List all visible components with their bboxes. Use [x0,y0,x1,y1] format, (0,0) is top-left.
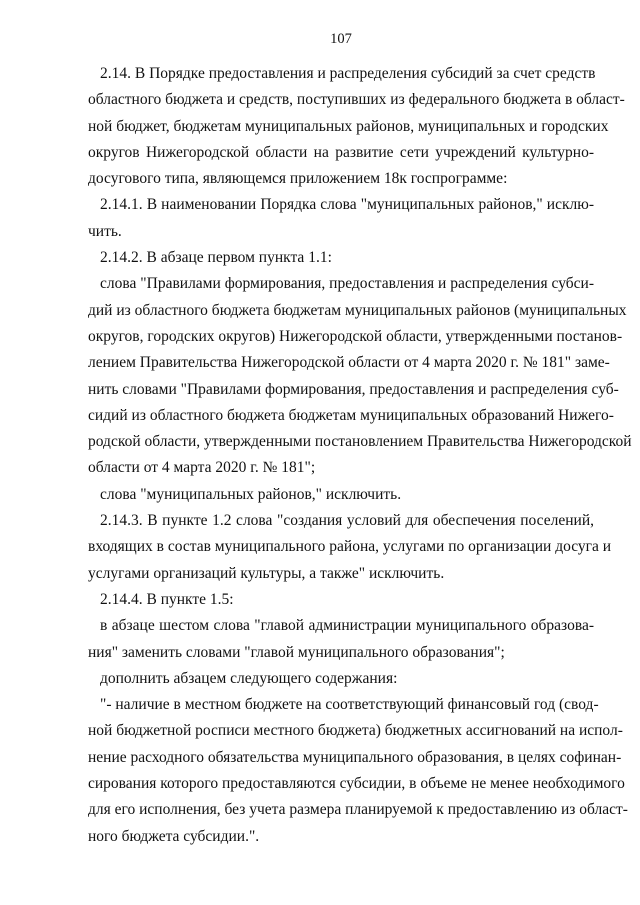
paragraph [88,587,594,613]
text-line: области от 4 марта 2020 г. № 181"; [88,459,316,477]
text-line: в абзаце шестом слова "главой администрации муниципального образова- [100,617,594,635]
text-line: сирования которого предоставляются субсидии, в объеме не менее необходимого [88,775,625,793]
text-line: 2.14.3. В пункте 1.2 слова "создания условий для обеспечения поселений, [100,512,594,530]
text-line: дополнить абзацем следующего содержания: [100,669,398,687]
text-line: ной бюджетной росписи местного бюджета) бюджетных ассигнований на испол- [88,722,623,740]
text-line: 2.14. В Порядке предоставления и распределения субсидий за счет средств [100,65,596,82]
text-line: чить. [88,222,122,240]
paragraph [88,613,594,666]
text-line: 2.14.4. В пункте 1.5: [100,590,234,608]
text-line: слова "Правилами формирования, предоставления и распределения субси- [100,275,594,293]
text-line: ной бюджет, бюджетам муниципальных районов, муниципальных и городских [88,117,609,135]
text-line: нение расходного обязательства муниципального образования, в целях софинан- [88,748,622,766]
text-line: нить словами "Правилами формирования, предоставления и распределения суб- [88,380,619,398]
paragraph [88,245,594,271]
document-body [88,61,632,850]
paragraph [88,61,625,192]
text-line: родской области, утвержденными постановлением Правительства Нижегородской [88,433,632,451]
text-line: слова "муниципальных районов," исключить. [100,485,402,503]
page-number: 107 [330,31,352,47]
text-line: лением Правительства Нижегородской области от 4 марта 2020 г. № 181" заме- [88,354,610,372]
text-line: услугами организаций культуры, а также" исключить. [88,564,445,582]
text-line: 2.14.1. В наименовании Порядка слова "муниципальных районов," исклю- [100,196,594,214]
text-line: досугового типа, являющемся приложением 18к госпрограмме: [88,170,508,188]
paragraph [88,271,632,481]
paragraph [88,508,612,587]
text-line: 2.14.2. В абзаце первом пункта 1.1: [100,249,332,267]
text-line: округов Нижегородской области на развитие сети учреждений культурно- [88,143,594,161]
text-line: дий из областного бюджета бюджетам муниципальных районов (муниципальных [88,301,627,319]
paragraph [88,192,594,245]
text-line: ния" заменить словами "главой муниципального образования"; [88,643,505,661]
text-line: сидий из областного бюджета бюджетам муниципальных образований Нижего- [88,406,614,424]
text-line: округов, городских округов) Нижегородской области, утвержденными постанов- [88,327,623,345]
paragraph [88,666,594,692]
text-line: ного бюджета субсидии.". [88,827,260,845]
text-line: входящих в состав муниципального района, услугами по организации досуга и [88,538,612,556]
text-line: "- наличие в местном бюджете на соответствующий финансовый год (свод- [100,696,599,714]
text-line: для его исполнения, без учета размера планируемой к предоставлению из област- [88,801,628,819]
paragraph [88,692,628,850]
text-line: областного бюджета и средств, поступивших из федерального бюджета в област- [88,91,625,109]
paragraph [88,482,594,508]
document-page [88,30,632,850]
